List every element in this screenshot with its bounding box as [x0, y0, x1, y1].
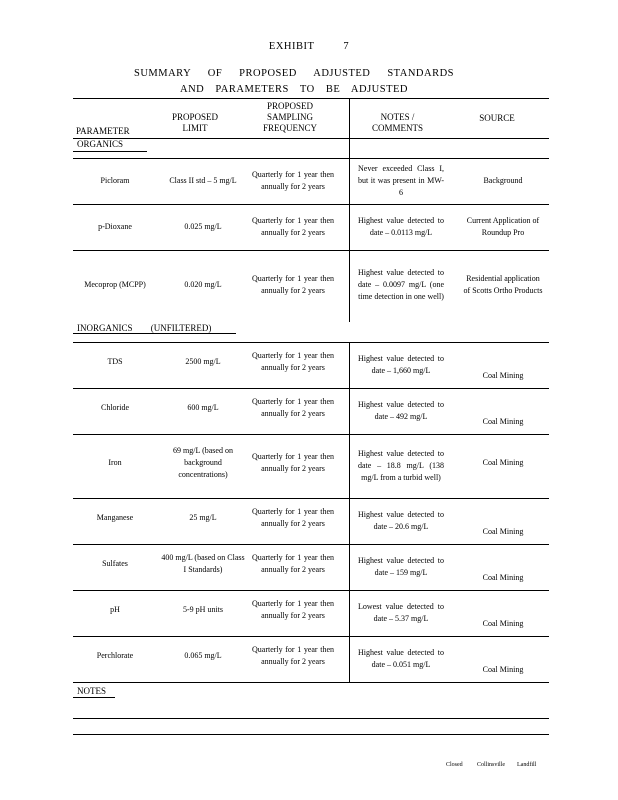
row-iron-source: Coal Mining [482, 458, 524, 467]
row-manganese-frequency: Quarterly for 1 year then annually for 2 years [252, 507, 334, 528]
section-inorganics: INORGANICS (UNFILTERED) [77, 323, 212, 333]
row-tds-parameter: TDS [107, 357, 123, 366]
row-dioxane-notes: Highest value detected to date – 0.0113 mg/L [358, 216, 444, 237]
section-organics: ORGANICS [77, 139, 124, 149]
header-limit: PROPOSED LIMIT [171, 112, 218, 133]
row-sulfates-parameter: Sulfates [102, 559, 128, 568]
row-mecoprop-frequency: Quarterly for 1 year then annually for 2 years [252, 274, 334, 295]
row-picloram-frequency: Quarterly for 1 year then annually for 2 years [252, 170, 334, 191]
row-sulfates-source: Coal Mining [482, 573, 524, 582]
rule-header-bottom [73, 138, 549, 139]
row-mecoprop-source: Residential application of Scotts Ortho Products [463, 274, 543, 295]
divider-organics [349, 98, 350, 322]
row-chloride-source: Coal Mining [482, 417, 524, 426]
row-chloride-frequency: Quarterly for 1 year then annually for 2 years [252, 397, 334, 418]
section-notes: NOTES [77, 686, 106, 696]
row-picloram-parameter: Picloram [100, 176, 130, 185]
row-picloram-notes: Never exceeded Class I, but it was present in MW-6 [358, 164, 444, 197]
row-picloram-limit: Class II std – 5 mg/L [169, 176, 237, 185]
header-notes: NOTES / COMMENTS [371, 112, 423, 133]
row-mecoprop-parameter: Mecoprop (MCPP) [84, 280, 146, 289]
row-manganese-parameter: Manganese [96, 513, 134, 522]
header-parameter: PARAMETER [76, 126, 130, 136]
footer-closed: Closed [446, 762, 463, 768]
row-ph-parameter: pH [110, 605, 120, 614]
header-source: SOURCE [479, 113, 515, 123]
row-dioxane-frequency: Quarterly for 1 year then annually for 2 years [252, 216, 334, 237]
summary-title: SUMMARY OF PROPOSED ADJUSTED STANDARDS [134, 68, 454, 79]
row-iron-notes: Highest value detected to date – 18.8 mg/L (138 mg/L from a turbid well) [358, 449, 444, 482]
rule-organics-underline [73, 151, 147, 152]
row-tds-frequency: Quarterly for 1 year then annually for 2 years [252, 351, 334, 372]
row-tds-notes: Highest value detected to date – 1,660 mg/L [358, 354, 444, 375]
rule-notes-1 [73, 718, 549, 719]
row-iron-parameter: Iron [108, 458, 122, 467]
row-tds-source: Coal Mining [482, 371, 524, 380]
row-perchlorate-limit: 0.065 mg/L [184, 651, 222, 660]
row-iron-frequency: Quarterly for 1 year then annually for 2 years [252, 452, 334, 473]
rule-inorganics-underline [73, 333, 236, 334]
row-picloram-source: Background [483, 176, 523, 185]
row-perchlorate-parameter: Perchlorate [96, 651, 134, 660]
row-dioxane-limit: 0.025 mg/L [184, 222, 222, 231]
row-dioxane-source: Current Application of Roundup Pro [466, 216, 540, 237]
row-sulfates-frequency: Quarterly for 1 year then annually for 2 years [252, 553, 334, 574]
row-tds-limit: 2500 mg/L [185, 357, 221, 366]
row-mecoprop-limit: 0.020 mg/L [184, 280, 222, 289]
rule-row-10 [73, 682, 549, 683]
footer-collinsville: Collinsville [477, 762, 506, 768]
row-manganese-source: Coal Mining [482, 527, 524, 536]
header-frequency: PROPOSED SAMPLING FREQUENCY [262, 101, 317, 133]
row-ph-notes: Lowest value detected to date – 5.37 mg/L [358, 602, 444, 623]
exhibit-title: EXHIBIT 7 [268, 41, 350, 52]
rule-notes-2 [73, 734, 549, 735]
row-iron-limit: 69 mg/L (based on background concentrations) [173, 446, 233, 479]
row-perchlorate-source: Coal Mining [482, 665, 524, 674]
row-ph-frequency: Quarterly for 1 year then annually for 2 years [252, 599, 334, 620]
row-manganese-notes: Highest value detected to date – 20.6 mg/L [358, 510, 444, 531]
row-perchlorate-notes: Highest value detected to date – 0.051 mg/L [358, 648, 444, 669]
divider-inorganics [349, 342, 350, 682]
row-chloride-notes: Highest value detected to date – 492 mg/L [358, 400, 444, 421]
summary-subtitle: AND PARAMETERS TO BE ADJUSTED [180, 84, 408, 95]
footer-landfill: Landfill [517, 762, 537, 768]
rule-notes-underline [73, 697, 115, 698]
row-ph-source: Coal Mining [482, 619, 524, 628]
row-manganese-limit: 25 mg/L [189, 513, 217, 522]
row-sulfates-notes: Highest value detected to date – 159 mg/L [358, 556, 444, 577]
row-dioxane-parameter: p-Dioxane [98, 222, 132, 231]
row-ph-limit: 5-9 pH units [183, 605, 223, 614]
row-sulfates-limit: 400 mg/L (based on Class I Standards) [161, 553, 245, 574]
row-mecoprop-notes: Highest value detected to date – 0.0097 mg/L (one time detection in one well) [358, 268, 444, 301]
row-chloride-limit: 600 mg/L [187, 403, 219, 412]
row-perchlorate-frequency: Quarterly for 1 year then annually for 2 years [252, 645, 334, 666]
row-chloride-parameter: Chloride [101, 403, 129, 412]
